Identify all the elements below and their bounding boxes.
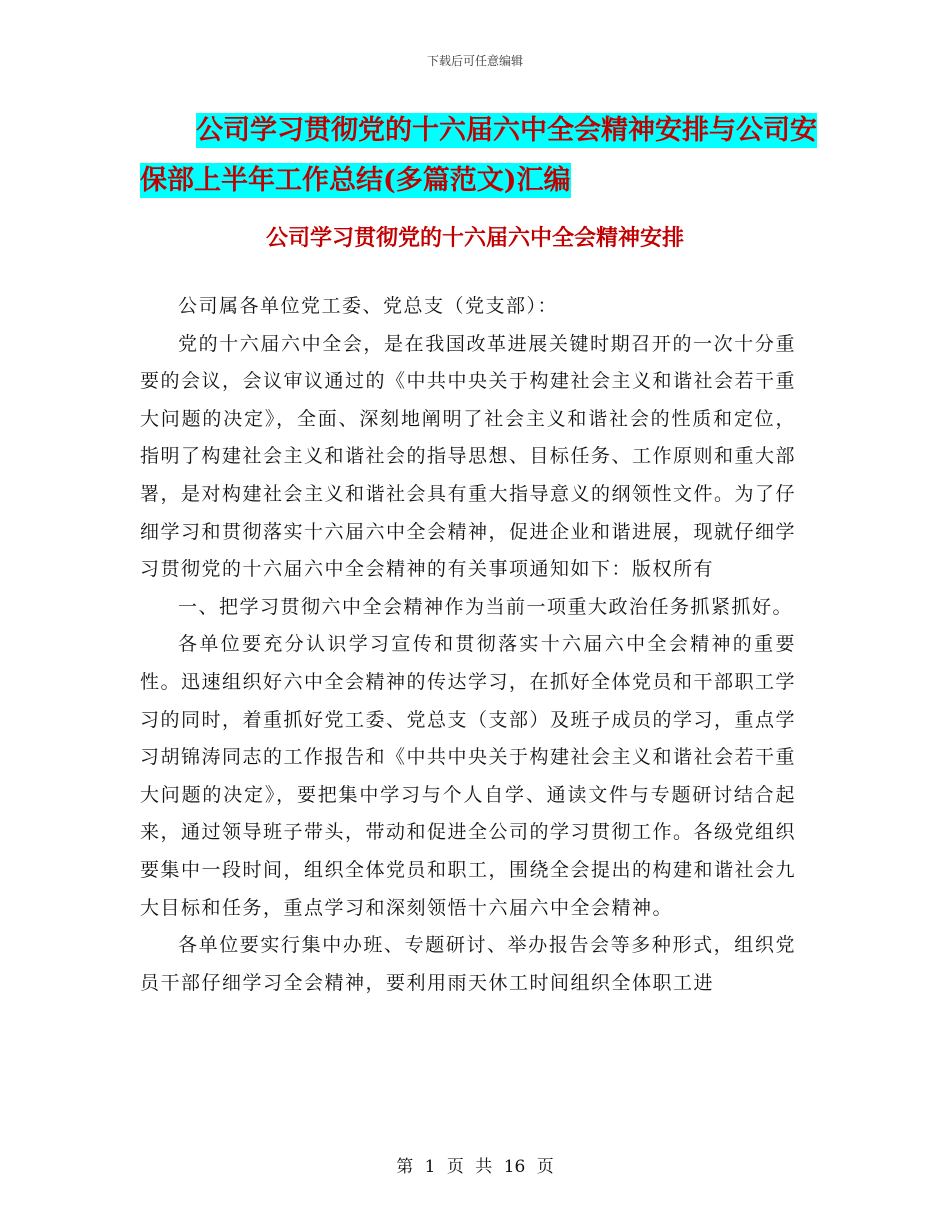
document-title [130,106,830,206]
document-title-line-2: 保部上半年工作总结(多篇范文)汇编 [140,165,571,196]
document-title-line-1: 公司学习贯彻党的十六届六中全会精神安排与公司安 [196,115,817,146]
paragraph-intro: 党的十六届六中全会，是在我国改革进展关键时期召开的一次十分重要的会议，会议审议通过的《中共中央关于构建社会主义和谐社会若干重大问题的决定》，全面、深刻地阐明了社会主义和谐社会的性质和定位，指明了构建社会主义和谐社会的指导思想、目标任务、工作原则和重大部署，是对构建社会主义和谐社会具有重大指导意义的纲领性文件。为了仔细学习和贯彻落实十六届六中全会精神，促进企业和谐进展，现就仔细学习贯彻党的十六届六中全会精神的有关事项通知如下：版权所有 [140,332,797,581]
paragraph-heading-one: 一、把学习贯彻六中全会精神作为当前一项重大政治任务抓紧抓好。 [178,595,794,618]
paragraph-study-forms: 各单位要实行集中办班、专题研讨、举办报告会等多种形式，组织党员干部仔细学习全会精神，要利用雨天休工时间组织全体职工进 [140,934,796,994]
paragraph-salutation: 公司属各单位党工委、党总支（党支部）： [178,295,559,317]
page-number-footer: 第 1 页 共 16 页 [396,1157,554,1177]
section-title: 公司学习贯彻党的十六届六中全会精神安排 [265,225,684,251]
paragraph-study-importance: 各单位要充分认识学习宣传和贯彻落实十六届六中全会精神的重要性。迅速组织好六中全会精神的传达学习，在抓好全体党员和干部职工学习的同时，着重抓好党工委、党总支（支部）及班子成员的学习，重点学习胡锦涛同志的工作报告和《中共中央关于构建社会主义和谐社会若干重大问题的决定》，要把集中学习与个人自学、通读文件与专题研讨结合起来，通过领导班子带头，带动和促进全公司的学习贯彻工作。各级党组织要集中一段时间，组织全体党员和职工，围绕全会提出的构建和谐社会九大目标和任务，重点学习和深刻领悟十六届六中全会精神。 [140,633,797,919]
page-header-note: 下载后可任意编辑 [426,54,523,68]
document-body [140,288,796,1002]
